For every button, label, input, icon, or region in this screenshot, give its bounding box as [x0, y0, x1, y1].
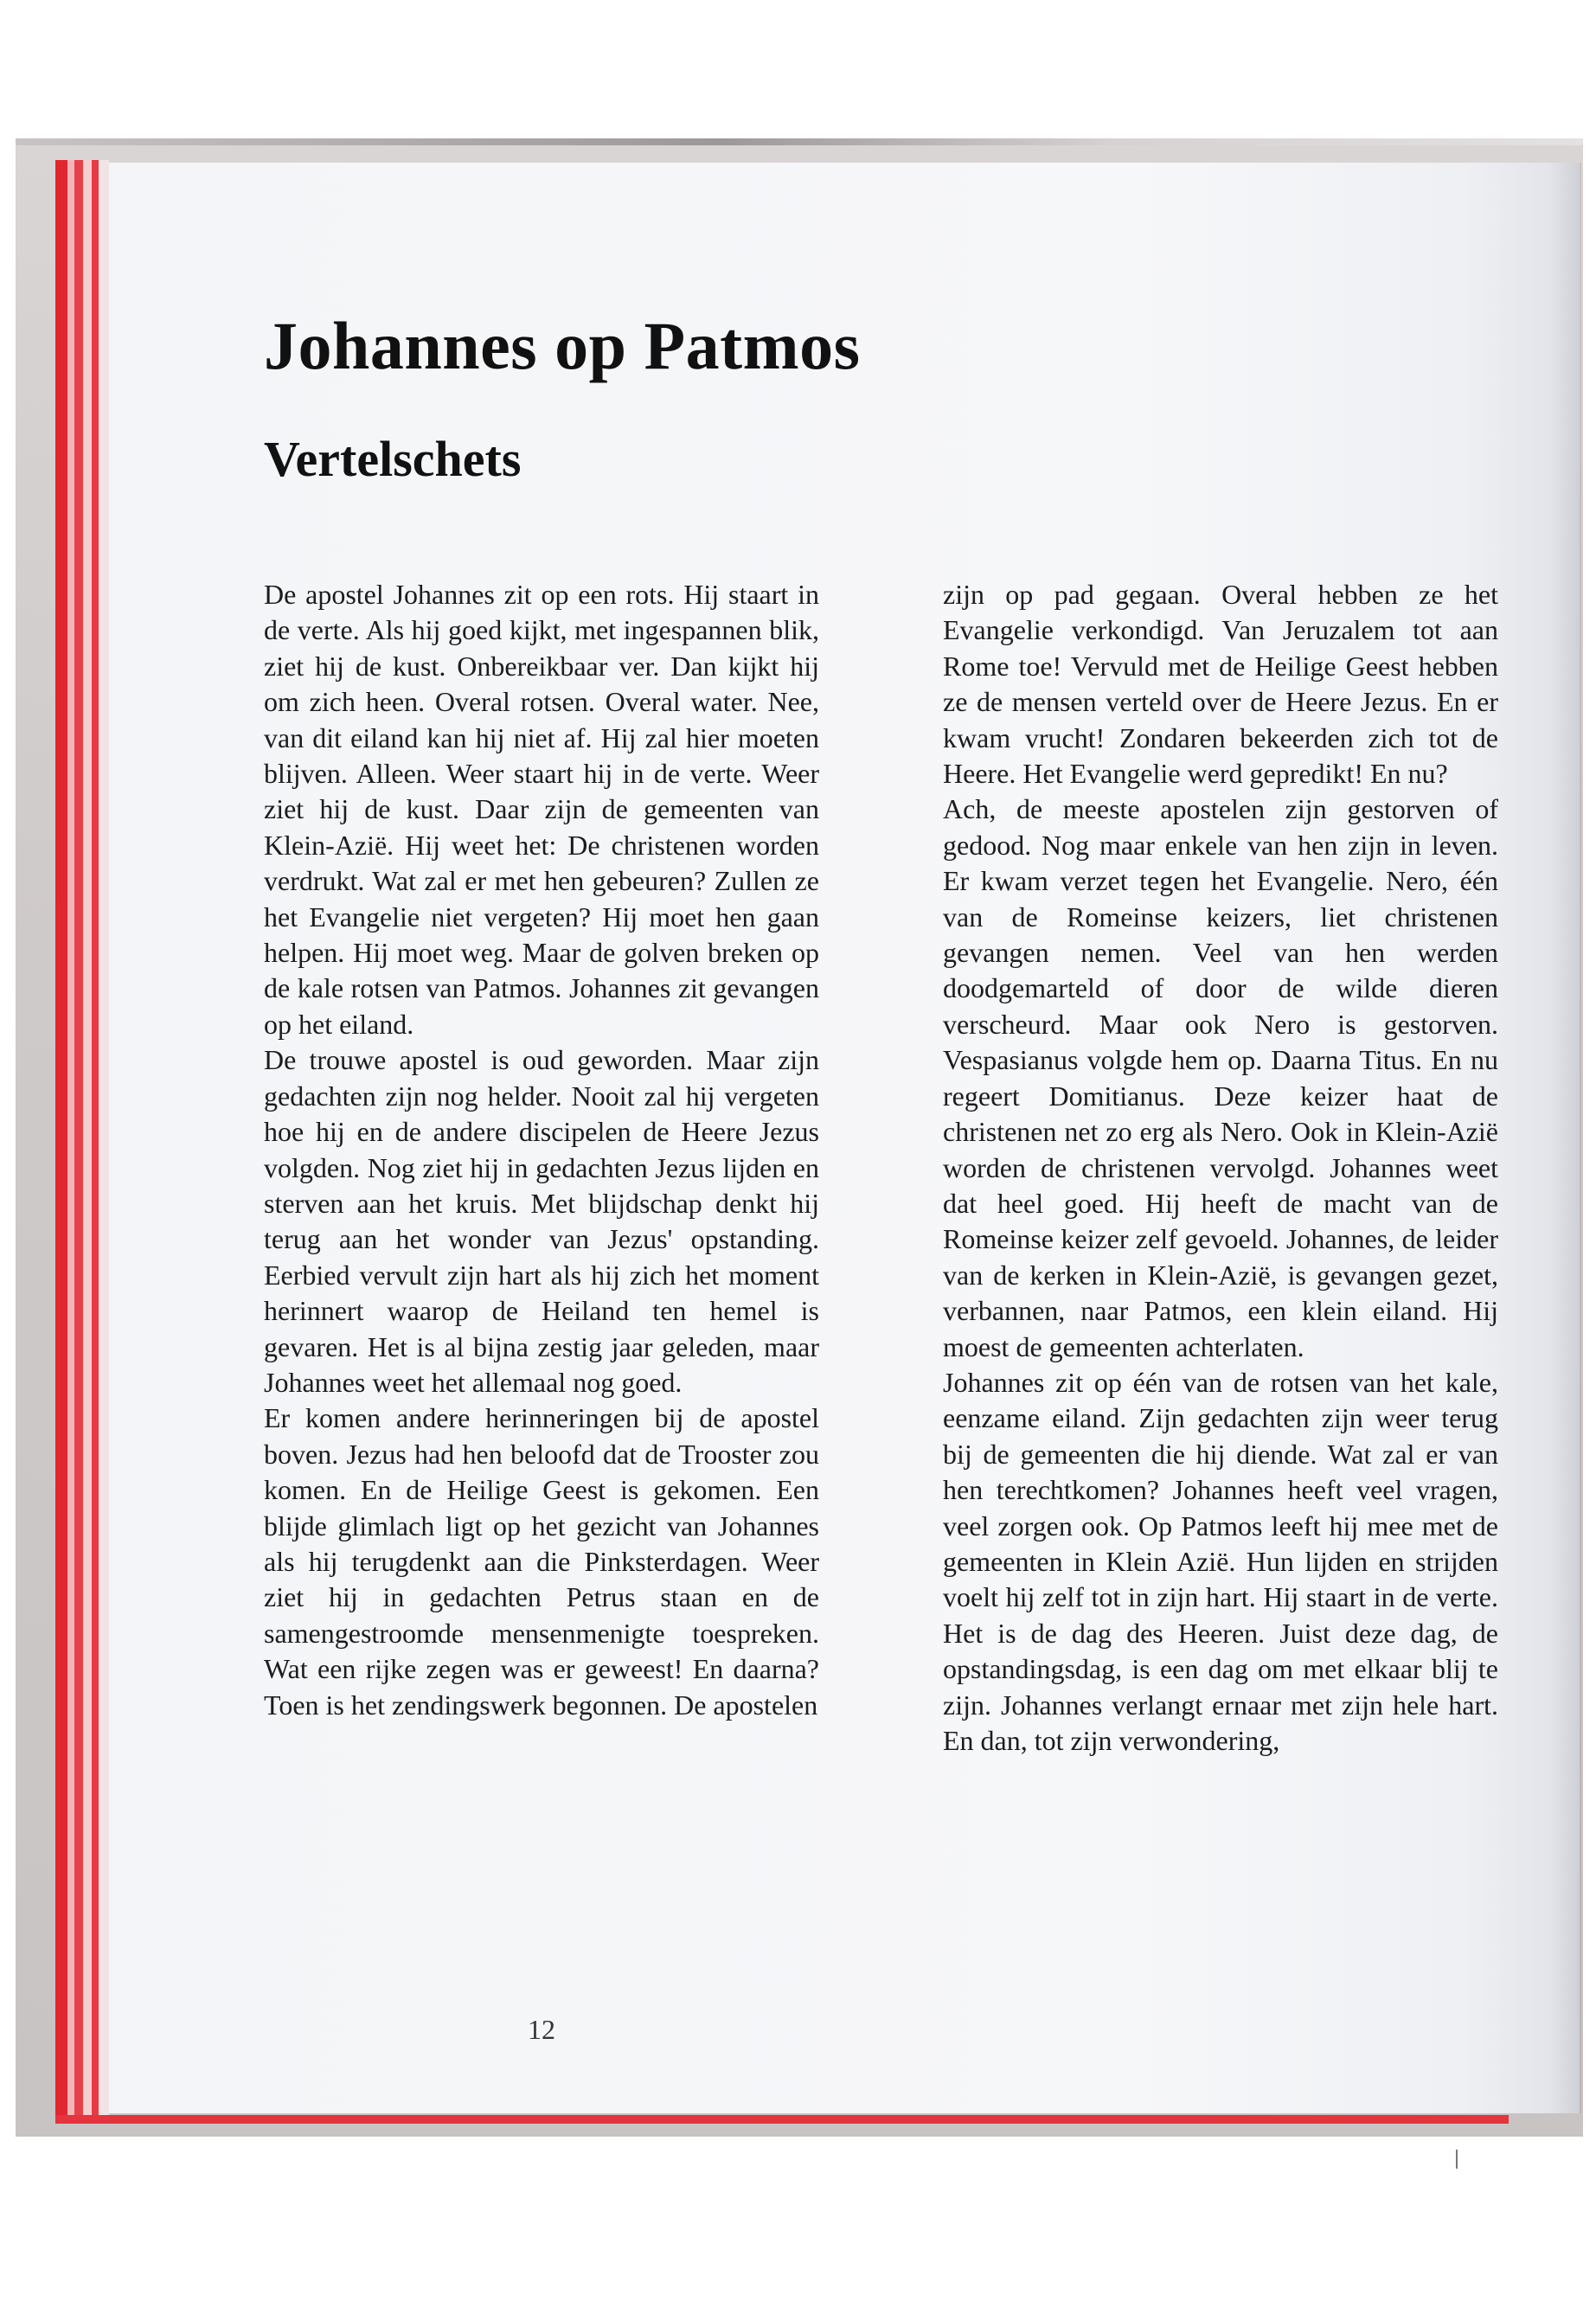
scan-mark [1456, 2150, 1458, 2169]
text-column-left [264, 577, 819, 1723]
paragraph: Johannes zit op één van de rotsen van het kale, eenzame eiland. Zijn gedachten zijn weer terug bij de gemeenten die hij diende. Wat zal er van hen terechtkomen? Johannes heeft veel vragen, veel zorgen ook. Op Patmos leeft hij mee met de gemeenten in Klein Azië. Hun lijden en strijden voelt hij zelf tot in zijn hart. Hij staart in de verte. Het is de dag des Heeren. Juist deze dag, de opstandingsdag, is een dag om met elkaar blij te zijn. Johannes verlangt ernaar met zijn hele hart. En dan, tot zijn verwondering, [943, 1366, 1498, 1756]
page-edge [74, 160, 83, 2115]
page-edge-bottom [55, 2115, 1509, 2124]
paragraph: De trouwe apostel is oud geworden. Maar zijn gedachten zijn nog helder. Nooit zal hij vergeten hoe hij en de andere discipelen de Heere Jezus volgden. Nog ziet hij in gedachten Jezus lijden en sterven aan het kruis. Met blijdschap denkt hij terug aan het wonder van Jezus' opstanding. Eerbied vervult zijn hart als hij zich het moment herinnert waarop de Heiland ten hemel is gevaren. Het is al bijna zestig jaar geleden, maar Johannes weet het allemaal nog goed. [264, 1044, 819, 1398]
page-subtitle: Vertelschets [264, 431, 522, 487]
paragraph: De apostel Johannes zit op een rots. Hij staart in de verte. Als hij goed kijkt, met ingespannen blik, ziet hij de kust. Onbereikbaar ver. Dan kijkt hij om zich heen. Overal rotsen. Overal water. Nee, van dit eiland kan hij niet af. Hij zal hier moeten blijven. Alleen. Weer staart hij in de verte. Weer ziet hij de kust. Daar zijn de gemeenten van Klein-Azië. Hij weet het: De christenen worden verdrukt. Wat zal er met hen gebeuren? Zullen ze het Evangelie niet vergeten? Hij moet hen gaan helpen. Hij moet weg. Maar de golven breken op de kale rotsen van Patmos. Johannes zit gevangen op het eiland. [264, 579, 819, 1040]
page-edge [99, 160, 109, 2115]
page-number: 12 [528, 2014, 555, 2045]
page-edge [92, 160, 99, 2115]
page-gutter-shadow [1548, 163, 1581, 2113]
paragraph: Er komen andere herinneringen bij de apostel boven. Jezus had hen beloofd dat de Trooster zou komen. En de Heilige Geest is gekomen. Een blijde glimlach ligt op het gezicht van Johannes als hij terugdenkt aan die Pinksterdagen. Weer ziet hij in gedachten Petrus staan en de samengestroomde mensenmenigte toespreken. Wat een rijke zegen was er geweest! En daarna? Toen is het zendingswerk begonnen. De apostelen [264, 1402, 819, 1721]
page-title: Johannes op Patmos [264, 308, 861, 383]
paragraph: zijn op pad gegaan. Overal hebben ze het Evangelie verkondigd. Van Jeruzalem tot aan Rome toe! Vervuld met de Heilige Geest hebben ze de mensen verteld over de Heere Jezus. En er kwam vrucht! Zondaren bekeerden zich tot de Heere. Het Evangelie werd gepredikt! En nu? [943, 579, 1498, 790]
text-column-right [943, 577, 1498, 1759]
page-edge [55, 160, 67, 2115]
page-edge [83, 160, 92, 2115]
paragraph: Ach, de meeste apostelen zijn gestorven of gedood. Nog maar enkele van hen zijn in leven. Er kwam verzet tegen het Evangelie. Nero, één van de Romeinse keizers, liet christenen gevangen nemen. Veel van hen werden doodgemarteld of door de wilde dieren verscheurd. Maar ook Nero is gestorven. Vespasianus volgde hem op. Daarna Titus. En nu regeert Domitianus. Deze keizer haat de christenen net zo erg als Nero. Ook in Klein-Azië worden de christenen vervolgd. Johannes weet dat heel goed. Hij heeft de macht van de Romeinse keizer zelf gevoeld. Johannes, de leider van de kerken in Klein-Azië, is gevangen gezet, verbannen, naar Patmos, een klein eiland. Hij moest de gemeenten achterlaten. [943, 793, 1498, 1362]
page-edge [67, 160, 74, 2115]
